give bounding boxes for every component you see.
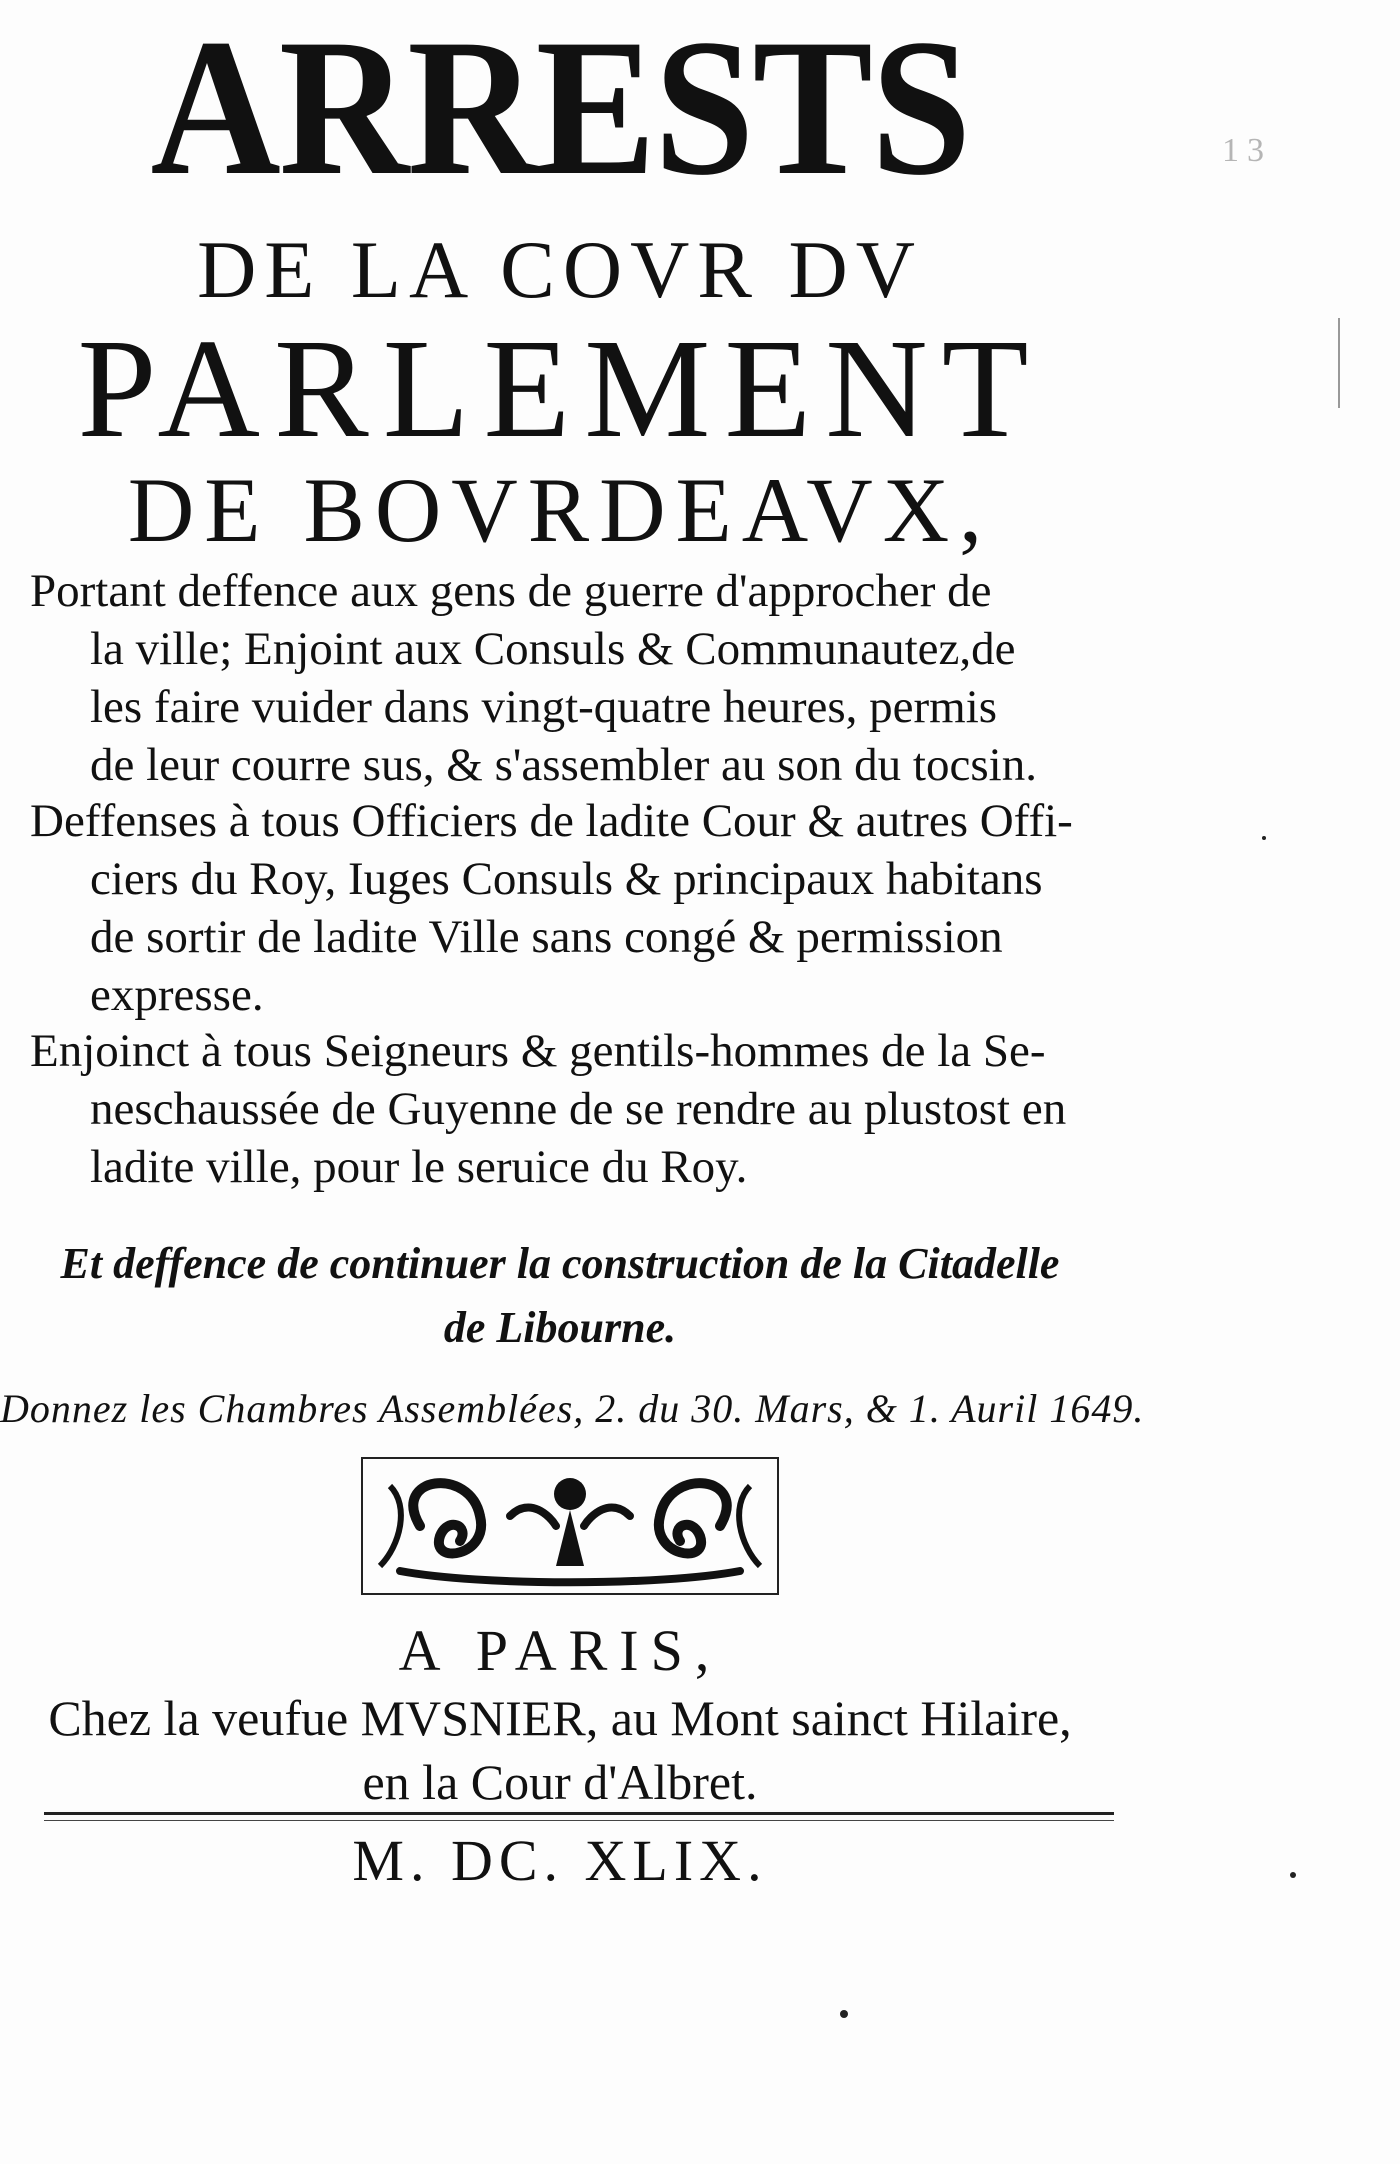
margin-note: 13 <box>1222 132 1272 169</box>
italic-citadelle-line: Et deffence de continuer la construction de la Citadelle <box>60 1239 1060 1288</box>
italic-libourne-line: de Libourne. <box>443 1303 677 1352</box>
ink-speck <box>1262 836 1266 840</box>
imprint-address: en la Cour d'Albret. <box>362 1754 758 1810</box>
text-line: Enjoinct à tous Seigneurs & gentils-hommes de la Se- <box>30 1025 1046 1077</box>
ink-speck <box>840 2010 848 2018</box>
rule-line <box>44 1820 1114 1821</box>
ink-speck <box>1290 1872 1296 1878</box>
text-line: de sortir de ladite Ville sans congé & permission <box>90 911 1003 963</box>
text-line: ciers du Roy, Iuges Consuls & principaux habitans <box>90 853 1043 905</box>
title-de-la-cour: DE LA COVR DV <box>197 224 923 315</box>
text-line: la ville; Enjoint aux Consuls & Communautez,de <box>90 623 1016 675</box>
imprint-year: M. DC. XLIX. <box>352 1828 768 1893</box>
printers-ornament <box>360 1456 780 1596</box>
title-arrests: ARRESTS <box>150 0 970 216</box>
text-line: Portant deffence aux gens de guerre d'approcher de <box>30 565 992 617</box>
paragraph-officiers <box>30 792 1120 1024</box>
text-line: Deffenses à tous Officiers de ladite Cour & autres Offi- <box>30 795 1073 847</box>
text-line: neschaussée de Guyenne de se rendre au plustost en <box>90 1083 1067 1135</box>
paragraph-deffence <box>30 562 1120 794</box>
date-line: Donnez les Chambres Assemblées, 2. du 30. Mars, & 1. Auril 1649. <box>0 1386 1145 1431</box>
title-parlement: PARLEMENT <box>77 309 1043 467</box>
margin-rule <box>1338 318 1340 408</box>
text-line: ladite ville, pour le seruice du Roy. <box>90 1141 748 1193</box>
text-line: de leur courre sus, & s'assembler au son du tocsin. <box>90 739 1037 791</box>
imprint-city: A PARIS, <box>398 1618 722 1683</box>
text-line: expresse. <box>90 969 264 1021</box>
imprint-printer: Chez la veufue MVSNIER, au Mont sainct Hilaire, <box>48 1690 1072 1746</box>
rule-line <box>44 1812 1114 1815</box>
paragraph-seigneurs <box>30 1022 1120 1196</box>
title-bourdeaux: DE BOVRDEAVX, <box>127 459 993 561</box>
text-line: les faire vuider dans vingt-quatre heures, permis <box>90 681 998 733</box>
